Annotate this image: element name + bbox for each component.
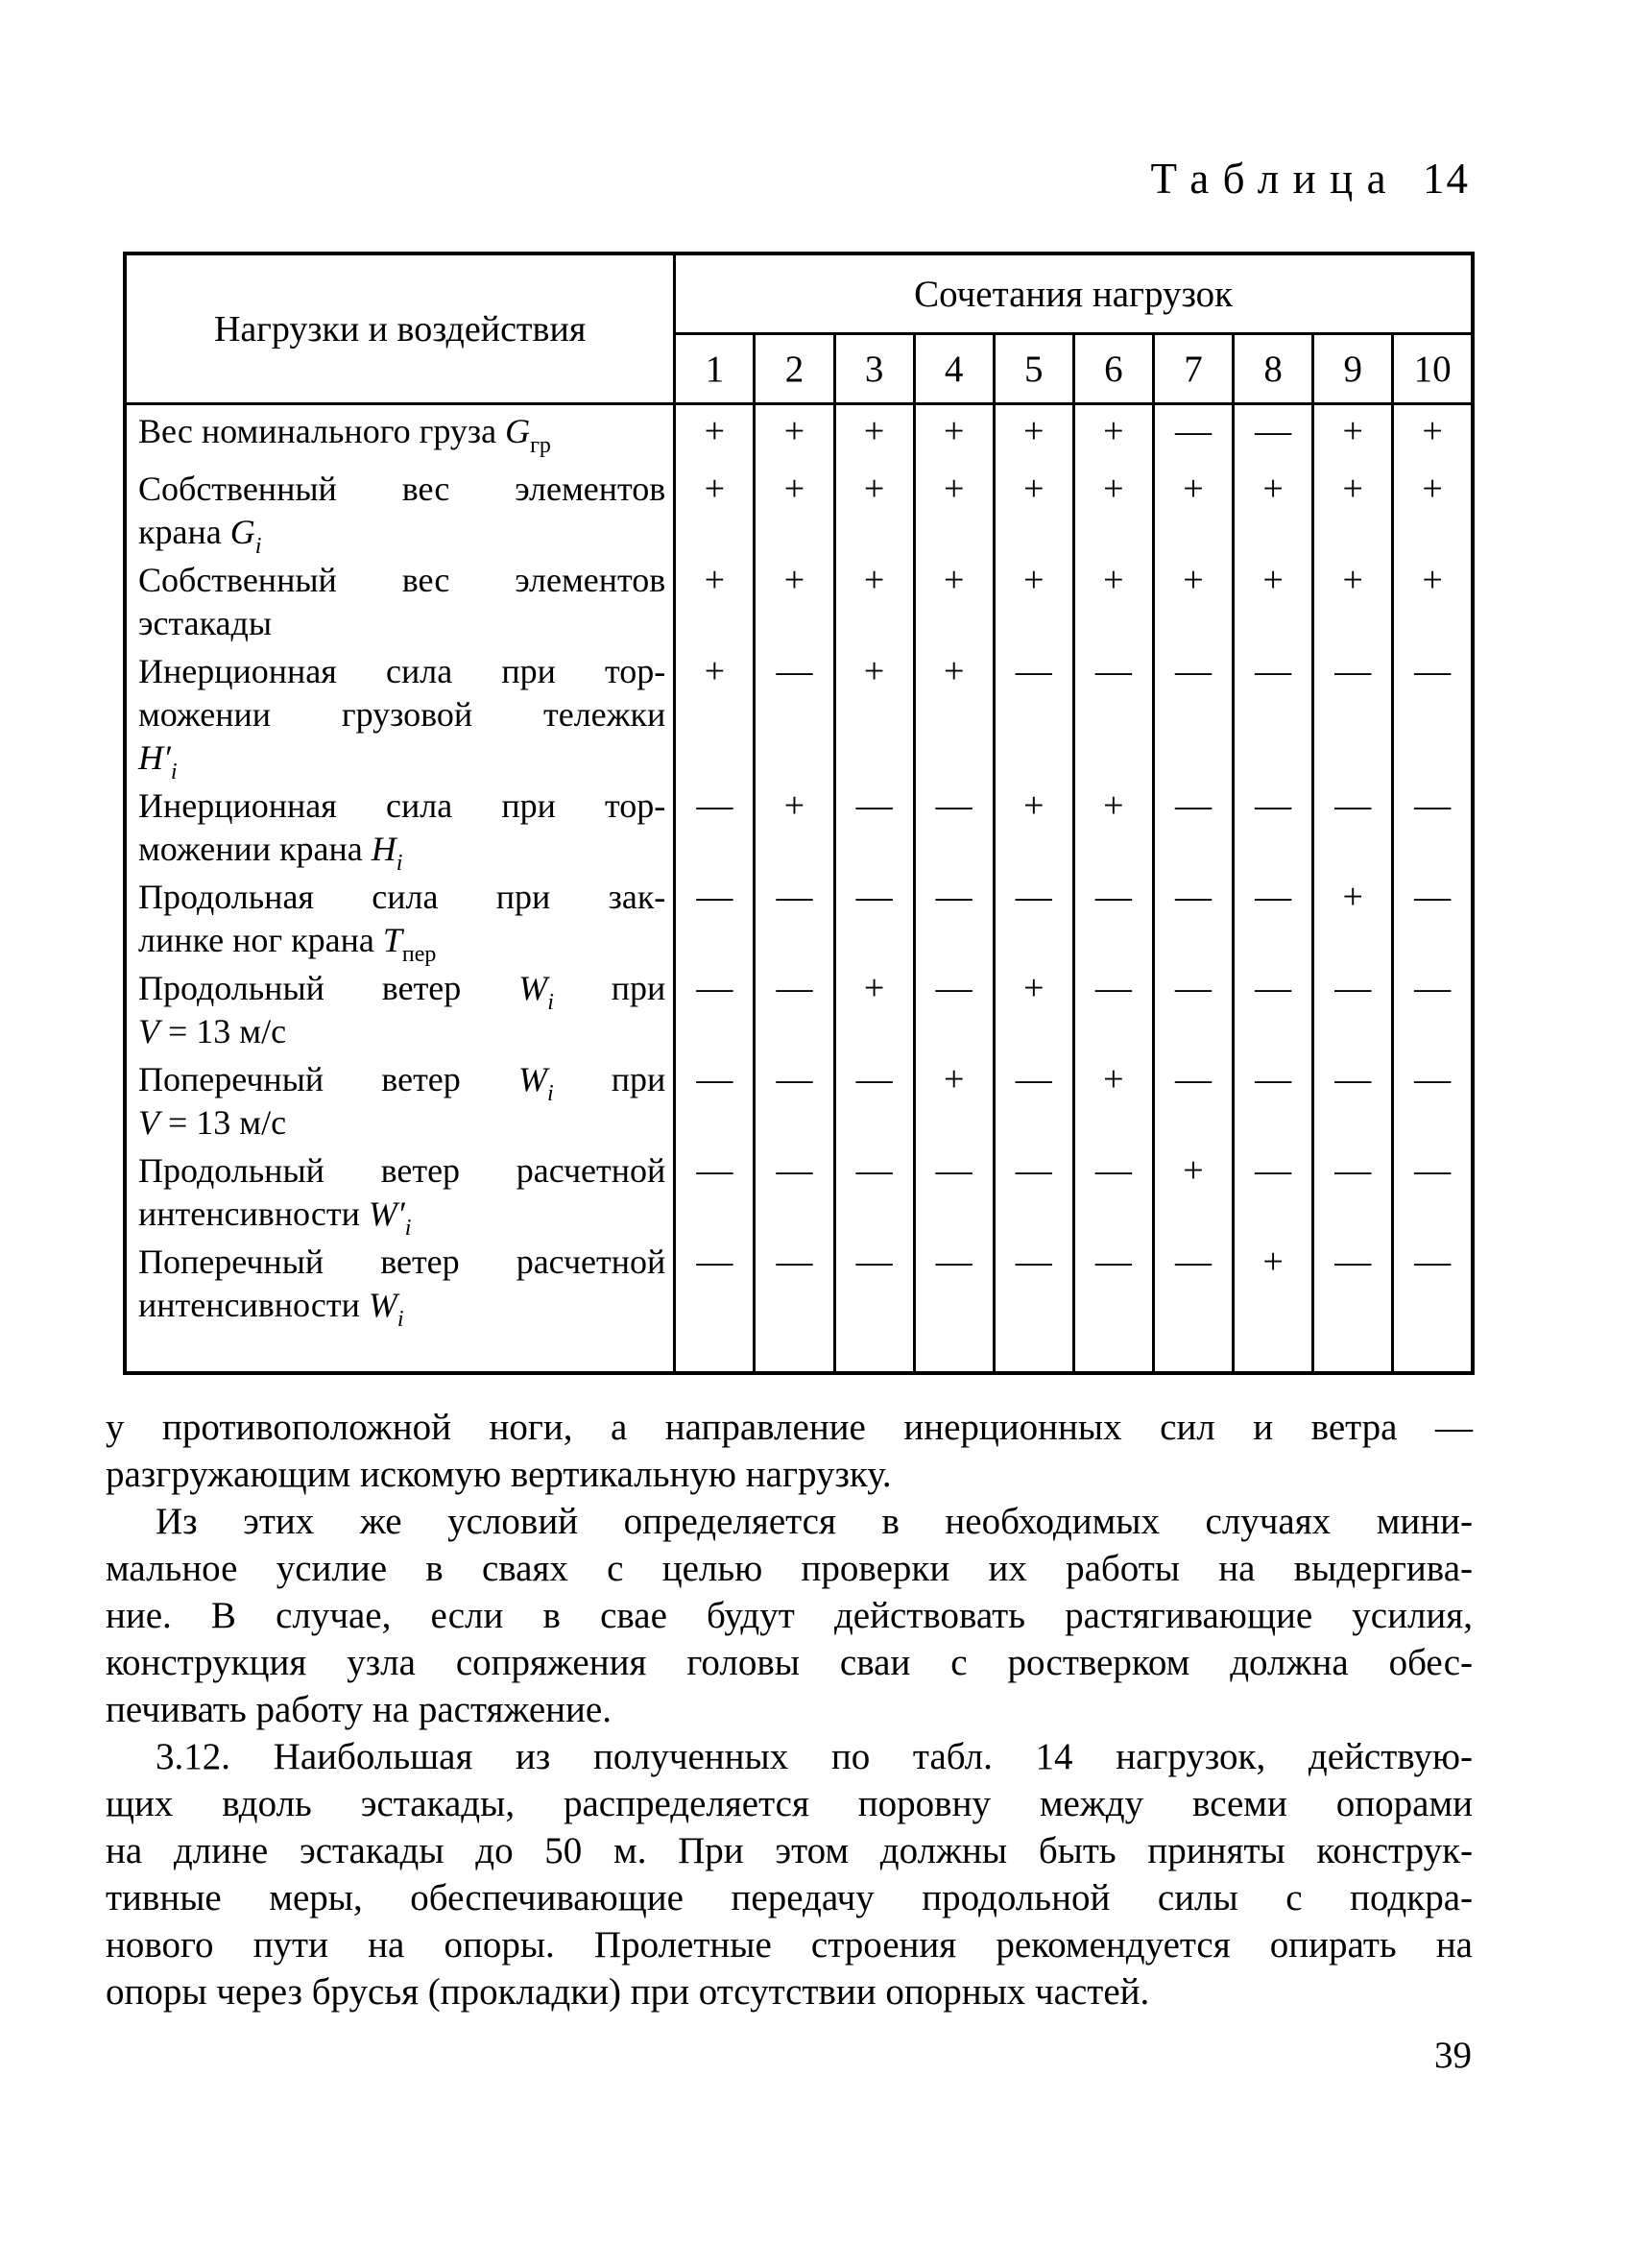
- combination-mark: +: [914, 463, 994, 554]
- table-row: [125, 780, 1473, 871]
- combination-mark: —: [914, 871, 994, 962]
- combination-mark: +: [1073, 404, 1153, 464]
- combination-mark: —: [1234, 404, 1313, 464]
- combination-mark: —: [834, 871, 914, 962]
- table-row: [125, 645, 1473, 780]
- combination-mark: +: [675, 404, 755, 464]
- table-title-word: Таблица: [1150, 155, 1400, 203]
- combination-mark: +: [1073, 463, 1153, 554]
- combination-mark: +: [1153, 554, 1233, 645]
- combination-mark: —: [1234, 871, 1313, 962]
- combination-mark: —: [755, 645, 834, 780]
- combination-mark: —: [675, 962, 755, 1053]
- combination-mark: —: [1234, 645, 1313, 780]
- load-label: Собственный вес элементов крана $G_i$: [125, 463, 675, 554]
- combination-mark: —: [994, 1145, 1073, 1236]
- combination-mark: —: [1393, 871, 1473, 962]
- combination-mark: +: [834, 404, 914, 464]
- table-row: [125, 554, 1473, 645]
- table-body: [125, 404, 1473, 1374]
- text-line: 3.12. Наибольшая из полученных по табл. 14 нагрузок, действую-: [156, 1736, 1473, 1777]
- combination-mark: —: [675, 780, 755, 871]
- combination-mark: —: [914, 962, 994, 1053]
- combination-mark: +: [1234, 554, 1313, 645]
- combination-number: 5: [994, 334, 1073, 404]
- combination-mark: —: [755, 1236, 834, 1373]
- combination-mark: —: [1313, 1236, 1393, 1373]
- combination-mark: —: [1153, 780, 1233, 871]
- load-label: Инерционная сила при тор- можении крана $H_i$: [125, 780, 675, 871]
- combination-mark: —: [834, 1145, 914, 1236]
- combination-mark: +: [994, 962, 1073, 1053]
- combination-mark: —: [1073, 871, 1153, 962]
- text-line: конструкция узла сопряжения головы сваи с ростверком должна обес-: [106, 1642, 1473, 1683]
- combination-number: 1: [675, 334, 755, 404]
- combination-mark: —: [1393, 1145, 1473, 1236]
- combination-number: 4: [914, 334, 994, 404]
- combination-mark: +: [834, 962, 914, 1053]
- combination-mark: +: [755, 404, 834, 464]
- combination-mark: —: [994, 1236, 1073, 1373]
- combination-mark: —: [675, 871, 755, 962]
- combination-mark: —: [994, 645, 1073, 780]
- combination-number: 2: [755, 334, 834, 404]
- combination-mark: +: [1234, 1236, 1313, 1373]
- combination-mark: —: [675, 1053, 755, 1145]
- combination-mark: —: [1073, 962, 1153, 1053]
- combination-number: 8: [1234, 334, 1313, 404]
- load-label: Собственный вес элементов эстакады: [125, 554, 675, 645]
- combination-mark: +: [914, 1053, 994, 1145]
- combination-mark: —: [994, 1053, 1073, 1145]
- combination-mark: +: [1393, 404, 1473, 464]
- combination-mark: —: [755, 1145, 834, 1236]
- combination-mark: +: [834, 463, 914, 554]
- combination-mark: —: [1313, 645, 1393, 780]
- load-label: Поперечный ветер $W_i$ при V = 13 м/с: [125, 1053, 675, 1145]
- combination-mark: +: [1393, 554, 1473, 645]
- table-row: [125, 1145, 1473, 1236]
- combination-number: 7: [1153, 334, 1233, 404]
- table-row: [125, 1236, 1473, 1373]
- combination-mark: +: [1073, 1053, 1153, 1145]
- combination-mark: —: [1153, 404, 1233, 464]
- combination-mark: +: [1313, 554, 1393, 645]
- combination-mark: —: [1393, 1236, 1473, 1373]
- combination-mark: —: [1393, 780, 1473, 871]
- combination-mark: +: [994, 554, 1073, 645]
- text-line: опоры через брусья (прокладки) при отсутствии опорных частей.: [106, 1971, 1150, 2013]
- text-line: щих вдоль эстакады, распределяется поровну между всеми опорами: [106, 1783, 1473, 1824]
- combination-mark: —: [1234, 962, 1313, 1053]
- text-line: тивные меры, обеспечивающие передачу продольной силы с подкра-: [106, 1877, 1473, 1918]
- paragraph: [106, 1498, 1473, 1733]
- text-line: печивать работу на растяжение.: [106, 1689, 612, 1730]
- loads-column-header: Нагрузки и воздействия: [125, 253, 675, 404]
- page-number: 39: [1434, 2035, 1472, 2076]
- body-text: [106, 1404, 1473, 2015]
- combination-mark: +: [675, 463, 755, 554]
- combination-mark: —: [1393, 645, 1473, 780]
- combination-mark: +: [994, 463, 1073, 554]
- combination-mark: —: [1153, 1236, 1233, 1373]
- text-line: у противоположной ноги, а направление инерционных сил и ветра —: [106, 1407, 1473, 1448]
- combination-number: 10: [1393, 334, 1473, 404]
- combination-mark: +: [1073, 554, 1153, 645]
- combination-number: 6: [1073, 334, 1153, 404]
- combination-mark: +: [1313, 404, 1393, 464]
- table-title-number: 14: [1423, 155, 1470, 203]
- group-header-row: [125, 253, 1473, 334]
- combination-mark: +: [994, 404, 1073, 464]
- combination-mark: +: [1393, 463, 1473, 554]
- combination-mark: —: [1313, 962, 1393, 1053]
- combination-mark: —: [914, 780, 994, 871]
- text-line: мальное усилие в сваях с целью проверки их работы на выдергива-: [106, 1548, 1473, 1589]
- load-label: Вес номинального груза $G_{гр}$: [125, 404, 675, 464]
- combination-mark: —: [1153, 645, 1233, 780]
- combination-mark: +: [914, 404, 994, 464]
- combination-mark: +: [1153, 1145, 1233, 1236]
- combination-mark: +: [1313, 463, 1393, 554]
- combination-mark: —: [914, 1145, 994, 1236]
- load-label: Продольный ветер расчетной интенсивности $W'_i$: [125, 1145, 675, 1236]
- combination-mark: —: [675, 1145, 755, 1236]
- text-line: на длине эстакады до 50 м. При этом должны быть приняты конструк-: [106, 1830, 1473, 1871]
- text-line: Из этих же условий определяется в необходимых случаях мини-: [156, 1501, 1473, 1542]
- combination-mark: +: [755, 780, 834, 871]
- table-row: [125, 463, 1473, 554]
- load-label: Продольная сила при зак- линке ног крана $T_{пер}$: [125, 871, 675, 962]
- combination-mark: —: [834, 1236, 914, 1373]
- load-label: Продольный ветер $W_i$ при V = 13 м/с: [125, 962, 675, 1053]
- combination-mark: —: [834, 780, 914, 871]
- load-combinations-table: [123, 252, 1475, 1375]
- combination-mark: +: [1073, 780, 1153, 871]
- combination-mark: —: [1234, 780, 1313, 871]
- paragraph: [106, 1404, 1473, 1498]
- text-line: ние. В случае, если в свае будут действовать растягивающие усилия,: [106, 1595, 1473, 1636]
- combination-mark: +: [834, 645, 914, 780]
- combination-mark: +: [994, 780, 1073, 871]
- combination-mark: —: [1313, 780, 1393, 871]
- combination-number: 3: [834, 334, 914, 404]
- combinations-group-header: Сочетания нагрузок: [675, 253, 1473, 334]
- combination-mark: —: [994, 871, 1073, 962]
- combination-mark: —: [1073, 645, 1153, 780]
- table-row: [125, 871, 1473, 962]
- combination-mark: —: [675, 1236, 755, 1373]
- combination-mark: —: [755, 1053, 834, 1145]
- combination-mark: —: [834, 1053, 914, 1145]
- combination-mark: —: [1153, 962, 1233, 1053]
- text-line: разгружающим искомую вертикальную нагрузку.: [106, 1454, 892, 1495]
- combination-mark: +: [675, 645, 755, 780]
- combination-mark: —: [755, 962, 834, 1053]
- combination-mark: —: [1313, 1053, 1393, 1145]
- text-line: нового пути на опоры. Пролетные строения рекомендуется опирать на: [106, 1924, 1473, 1966]
- combination-number: 9: [1313, 334, 1393, 404]
- table-row: [125, 1053, 1473, 1145]
- combination-mark: —: [1313, 1145, 1393, 1236]
- combination-mark: +: [914, 645, 994, 780]
- load-label: Инерционная сила при тор- можении грузовой тележки $H'_i$: [125, 645, 675, 780]
- combination-mark: —: [1393, 1053, 1473, 1145]
- combination-mark: —: [1234, 1053, 1313, 1145]
- combination-mark: +: [1313, 871, 1393, 962]
- combination-mark: +: [755, 463, 834, 554]
- table-row: [125, 962, 1473, 1053]
- combination-mark: —: [1153, 871, 1233, 962]
- load-label: Поперечный ветер расчетной интенсивности $W_i$: [125, 1236, 675, 1373]
- paragraph: [106, 1733, 1473, 2015]
- combination-mark: —: [1073, 1236, 1153, 1373]
- table-title: [1150, 154, 1470, 204]
- combination-mark: —: [914, 1236, 994, 1373]
- combination-mark: —: [1234, 1145, 1313, 1236]
- combination-mark: —: [1153, 1053, 1233, 1145]
- combination-mark: +: [755, 554, 834, 645]
- combination-mark: —: [755, 871, 834, 962]
- combination-mark: +: [1234, 463, 1313, 554]
- combination-mark: +: [834, 554, 914, 645]
- combination-mark: +: [914, 554, 994, 645]
- table-row: [125, 404, 1473, 464]
- combination-mark: +: [675, 554, 755, 645]
- combination-mark: +: [1153, 463, 1233, 554]
- combination-mark: —: [1393, 962, 1473, 1053]
- combination-mark: —: [1073, 1145, 1153, 1236]
